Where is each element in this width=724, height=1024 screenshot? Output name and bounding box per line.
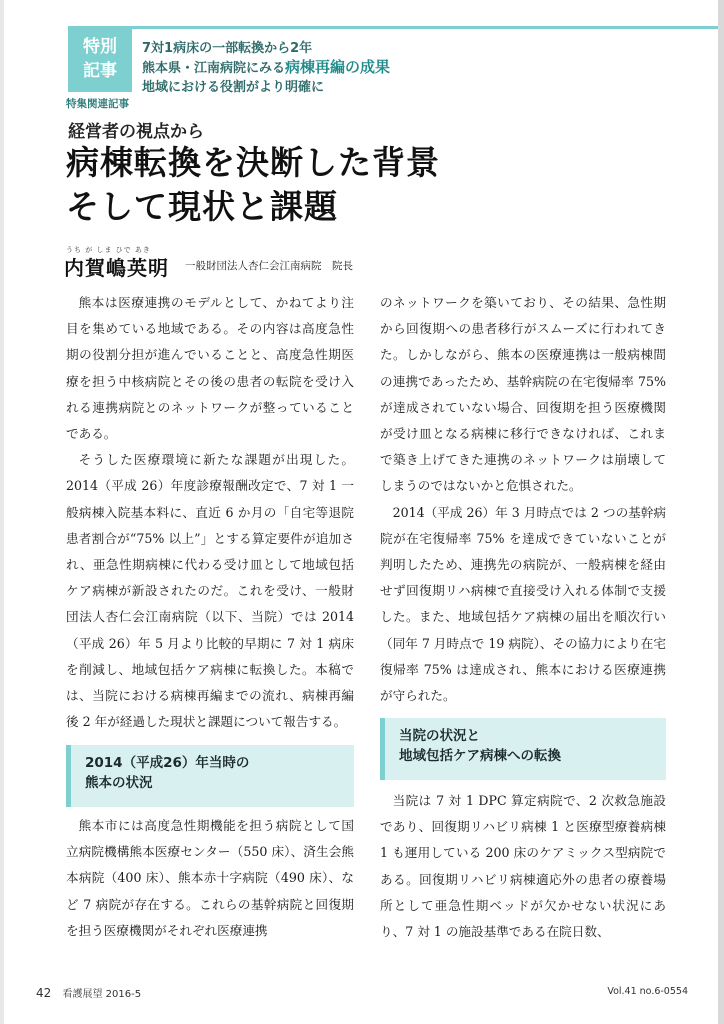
header-subtitle xyxy=(142,39,390,97)
title-line-1: 病棟転換を決断した背景 xyxy=(66,143,440,182)
body-column-right-bottom xyxy=(380,788,666,945)
paragraph: 熊本市には高度急性期機能を担う病院として国立病院機構熊本医療センター（550 床）、済生会熊本病院（400 床）、熊本赤十字病院（490 床）、など 7 病院が存在する。これらの基幹病院と回復期を担う医療機関がそれぞれ医療連携 xyxy=(66,818,354,938)
badge-line-1: 特別 xyxy=(83,37,117,57)
section-heading-line: 2014（平成26）年当時の xyxy=(85,755,250,771)
section-heading-line: 地域包括ケア病棟への転換 xyxy=(399,748,561,764)
special-article-badge xyxy=(68,26,132,92)
subtitle-line-2a: 熊本県・江南病院にみる xyxy=(142,61,286,76)
badge-line-2: 記事 xyxy=(83,61,117,81)
article-title xyxy=(66,141,440,229)
footer-left xyxy=(36,985,141,1000)
paragraph: のネットワークを築いており、その結果、急性期から回復期への患者移行がスムーズに行われてきた。しかしながら、熊本の医療連携は一般病棟間の連携であったため、基幹病院の在宅復帰率 75% が達成されていない場合、回復期を担う医療機関が受け皿となる病棟に移行できなければ、これまで築き上げてきた連携のネットワークは崩壊してしまうのではないかと危惧された。 xyxy=(380,295,666,494)
title-line-2: そして現状と課題 xyxy=(66,187,338,226)
page-number: 42 xyxy=(36,986,52,1000)
paragraph: 2014（平成 26）年 3 月時点では 2 つの基幹病院が在宅復帰率 75% を達成できていないことが判明したため、連携先の病院が、一般病棟を経由せず回復期リハ病棟で直接受け入れる体制で支援した。また、地域包括ケア病棟の届出を順次行い（同年 7 月時点で 19 病院）、その協力により在宅復帰率 75% は達成され、熊本における医療連携が守られた。 xyxy=(380,504,666,704)
section-heading-kumamoto xyxy=(66,745,354,807)
related-article-label: 特集関連記事 xyxy=(66,98,129,110)
author-affiliation: 一般財団法人杏仁会江南病院 院長 xyxy=(185,260,353,272)
paragraph: 熊本は医療連携のモデルとして、かねてより注目を集めている地域である。その内容は高度急性期の役割分担が進んでいることと、高度急性期医療を担う中核病院とその後の患者の転院を受け入れる連携病院とのネットワークが整っていることである。 xyxy=(66,295,354,442)
author-name: 内賀嶋英明 xyxy=(64,256,169,280)
section-heading-line: 熊本の状況 xyxy=(85,775,153,791)
body-column-left-top xyxy=(66,290,354,735)
subtitle-line-2b: 病棟再編の成果 xyxy=(285,58,391,76)
footer-volume: Vol.41 no.6-0554 xyxy=(607,986,688,997)
paragraph: 当院は 7 対 1 DPC 算定病院で、2 次救急施設であり、回復期リハビリ病棟 1 と医療型療養病棟 1 も運用している 200 床のケアミックス型病院である。回復期リハビリ病棟適応外の患者の療養場所として亜急性期ベッドが欠かせない状況にあり、7 対 1 の施設基準である在院日数、 xyxy=(380,793,666,940)
subtitle-line-2 xyxy=(142,58,390,78)
magazine-issue: 看護展望 2016-5 xyxy=(62,989,142,1000)
section-heading-hospital xyxy=(380,718,666,780)
subtitle-line-1: 7対1病床の一部転換から2年 xyxy=(142,41,313,56)
header-rule xyxy=(132,26,718,29)
paragraph: そうした医療環境に新たな課題が出現した。2014（平成 26）年度診療報酬改定で、7 対 1 一般病棟入院基本料に、直近 6 か月の「自宅等退院患者割合が“75% 以上”」とする算定要件が追加され、亜急性期病棟に代わる受け皿として地域包括ケア病棟が新設されたのだ。これを受け、一般財団法人杏仁会江南病院（以下、当院）では 2014（平成 26）年 5 月より比較的早期に 7 対 1 病床を削減し、地域包括ケア病棟に転換した。本稿では、当院における病棟再編までの流れ、病棟再編後 2 年が経過した現状と課題について報告する。 xyxy=(66,452,354,730)
article-kicker: 経営者の視点から xyxy=(68,122,204,142)
section-heading-line: 当院の状況と xyxy=(399,728,480,744)
body-column-right-top xyxy=(380,290,666,709)
author-ruby: うち が しま ひで あき xyxy=(66,246,151,254)
subtitle-line-3: 地域における役割がより明確に xyxy=(142,80,325,95)
page-edge xyxy=(718,0,724,1024)
body-column-left-bottom xyxy=(66,813,354,944)
page-edge xyxy=(0,0,4,1024)
